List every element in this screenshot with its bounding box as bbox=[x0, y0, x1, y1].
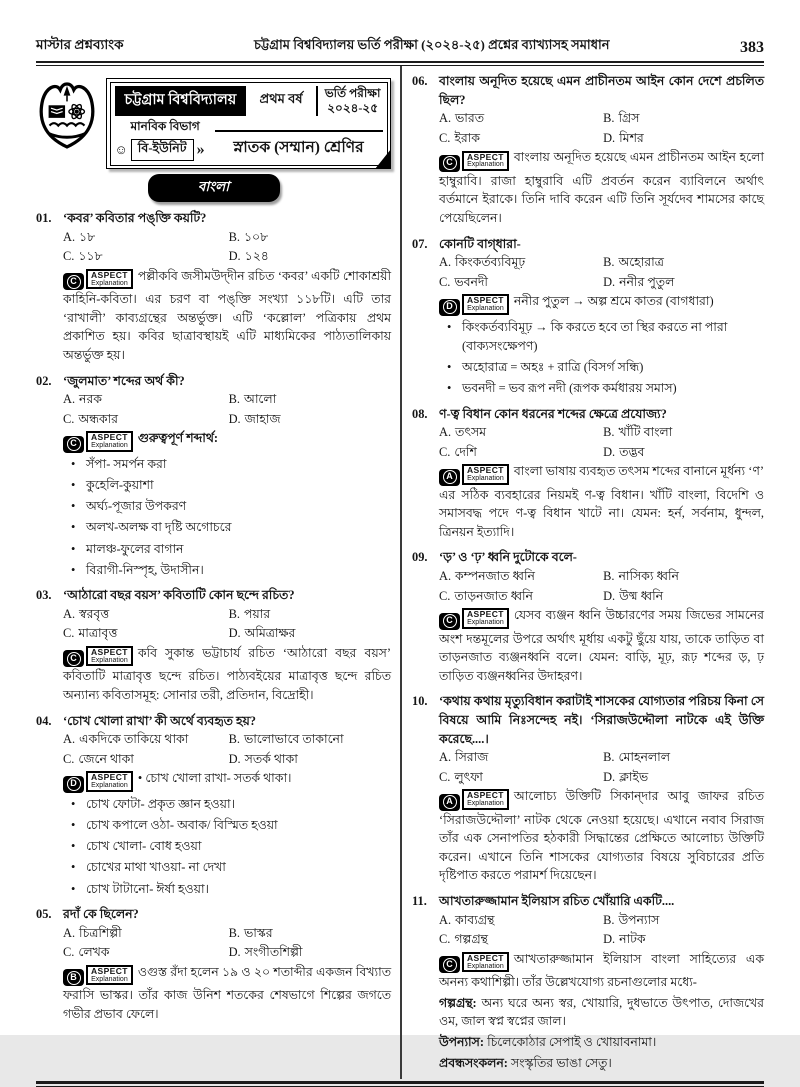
explanation-lead-text: বাংলা ভাষায় ব্যবহৃত তৎসম শব্দের বানানে মূর্ধন্য ‘ণ’ এর সঠিক ব্যবহারের নিয়মই ণ-ত্ব বিধান। খাঁটি বাংলা, বিদেশি ও সমাসবদ্ধ পদে ণ-ত্ব বিধান খাটে না। যেমন: হর্ন, সর্বনাম, ধুন্দল, ত্রিনয়ন ইত্যাদি। bbox=[439, 464, 764, 539]
aspect-label: ASPECT bbox=[467, 465, 504, 476]
option-d: D. ক্লাইভ bbox=[603, 769, 649, 784]
aspect-label: ASPECT bbox=[91, 269, 128, 280]
option-d: D. জাহাজ bbox=[228, 411, 281, 426]
aspect-explanation-logo bbox=[462, 789, 509, 809]
explanation-bullet: • অর্ঘ্য-পূজার উপকরণ bbox=[71, 497, 391, 516]
question-number: 09. bbox=[412, 550, 428, 565]
correct-answer-letter: A bbox=[443, 795, 457, 809]
explanation-label: Explanation bbox=[91, 976, 128, 983]
aspect-explanation-logo bbox=[462, 294, 509, 314]
explanation-label: Explanation bbox=[91, 657, 128, 665]
content-columns bbox=[36, 66, 764, 1079]
explanation-label: Explanation bbox=[467, 619, 504, 627]
explanation bbox=[63, 963, 391, 1023]
explanation-lead-text: বাংলায় অনূদিত হয়েছে এমন প্রাচীনতম আইন হলো হাম্বুরাবি। রাজা হাম্বুরাবি এটি প্রবর্তন করেন ব্যাবিলনে অর্থাৎ বর্তমানে ইরাকে। তিনি দাবি করেন এটি তিনি সূর্যদেব শামসের কাছে পেয়েছিলেন। bbox=[439, 150, 764, 225]
explanation-lead-text: গুরুত্বপূর্ণ শব্দার্থ: bbox=[137, 431, 218, 446]
exam-year: ২০২৪-২৫ bbox=[327, 100, 378, 115]
aspect-explanation-logo bbox=[462, 464, 509, 484]
explanation-bullet: • কুহেলি-কুয়াশা bbox=[71, 476, 391, 495]
question-text: রদাঁ কে ছিলেন? bbox=[63, 907, 139, 922]
university-name: চট্টগ্রাম বিশ্ববিদ্যালয় bbox=[115, 86, 247, 116]
aspect-explanation-logo bbox=[86, 646, 133, 666]
question-number: 05. bbox=[36, 907, 52, 922]
explanation bbox=[63, 429, 391, 579]
question-number: 07. bbox=[412, 236, 428, 251]
correct-answer-letter: D bbox=[67, 777, 81, 791]
option-d: D. তদ্ভব bbox=[603, 444, 645, 459]
explanation-bullet: • বিরাগী-নিস্পৃহ, উদাসীন। bbox=[71, 561, 391, 580]
explanation bbox=[439, 462, 764, 541]
question-number: 04. bbox=[36, 713, 52, 728]
option-c: C. তাড়নজাত ধ্বনি bbox=[439, 588, 533, 603]
option-c: C. লেখক bbox=[63, 945, 110, 960]
explanation-bullet: • সঁপা- সমর্পন করা bbox=[71, 455, 391, 474]
explanation-lead-text: আখতারুজ্জামান ইলিয়াস বাংলা সাহিত্যের এক অনন্য কথাশিল্পী। তাঁর উল্লেখযোগ্য রচনাগুলোর মধ্যে- bbox=[439, 951, 764, 990]
correct-answer-letter: C bbox=[443, 614, 457, 628]
aspect-explanation-logo bbox=[462, 608, 509, 628]
correct-answer-badge bbox=[63, 273, 84, 290]
option-c: C. ইরাক bbox=[439, 130, 480, 145]
answer-options bbox=[63, 924, 391, 962]
explanation bbox=[439, 292, 764, 397]
aspect-explanation-logo bbox=[86, 269, 133, 289]
faculty-division: মানবিক বিভাগ bbox=[130, 118, 200, 133]
left-column-questions bbox=[36, 209, 391, 1023]
correct-answer-letter: D bbox=[443, 300, 457, 314]
explanation bbox=[439, 148, 764, 227]
answer-options bbox=[439, 423, 764, 461]
correct-answer-badge bbox=[63, 776, 84, 793]
explanation-lead-text: ননীর পুতুল → অল্প শ্রমে কাতর (বাগধারা) bbox=[513, 294, 714, 309]
question-number: 02. bbox=[36, 373, 52, 388]
aspect-explanation-logo bbox=[86, 965, 133, 985]
explanation-blocks bbox=[439, 318, 764, 397]
option-b: B. গ্রিস bbox=[603, 111, 640, 126]
option-b: B. খাঁটি বাংলা bbox=[603, 425, 673, 440]
question-block bbox=[412, 405, 764, 542]
aspect-label: ASPECT bbox=[467, 790, 504, 801]
question-text: ‘ড়’ ও ‘ঢ়’ ধ্বনি দুটোকে বলে- bbox=[439, 550, 577, 565]
explanation-bullet: • ভবনদী = ভব রূপ নদী (রূপক কর্মধারয় সমাস) bbox=[447, 379, 764, 398]
question-number: 11. bbox=[412, 894, 427, 909]
explanation-label: Explanation bbox=[467, 161, 504, 169]
aspect-explanation-logo bbox=[462, 151, 509, 171]
explanation bbox=[439, 950, 764, 1072]
question-block bbox=[36, 209, 391, 365]
option-b: B. ১০৮ bbox=[228, 229, 269, 244]
explanation-label: Explanation bbox=[467, 800, 504, 808]
option-c: C. লুৎফা bbox=[439, 769, 483, 784]
answer-options bbox=[63, 390, 391, 428]
aspect-label: ASPECT bbox=[467, 151, 504, 162]
question-text: ণ-ত্ব বিধান কোন ধরনের শব্দের ক্ষেত্রে প্রযোজ্য? bbox=[439, 406, 667, 421]
exam-label: ভর্তি পরীক্ষা bbox=[324, 85, 381, 100]
question-number: 01. bbox=[36, 211, 52, 225]
explanation bbox=[63, 644, 391, 704]
question-block bbox=[36, 905, 391, 1023]
question-block bbox=[36, 586, 391, 704]
correct-answer-badge bbox=[439, 956, 460, 973]
option-a: A. তৎসম bbox=[439, 425, 487, 440]
exam-masthead bbox=[36, 78, 391, 169]
option-a: A. চিত্রশিল্পী bbox=[63, 925, 122, 940]
option-a: A. কম্পনজাত ধ্বনি bbox=[439, 569, 535, 584]
option-d: D. উষ্ম ধ্বনি bbox=[603, 588, 664, 603]
question-text: ‘জুলমাত’ শব্দের অর্থ কী? bbox=[63, 373, 185, 388]
book-title: মাস্টার প্রশ্নব্যাংক bbox=[36, 37, 124, 52]
correct-answer-badge bbox=[63, 650, 84, 667]
aspect-explanation-logo bbox=[86, 771, 133, 791]
correct-answer-badge bbox=[439, 613, 460, 630]
explanation-lead-text: পল্লীকবি জসীমউদ্‌দীন রচিত ‘কবর’ একটি শোকাশ্রয়ী কাহিনি-কবিতা। এর চরণ বা পঙ্‌ক্তি সংখ্যা ১১৮টি। এটি তার ‘রাখালী’ কাব্যগ্রন্থের অন্তর্ভুক্ত। এটি ‘কল্লোল’ পত্রিকায় প্রথম প্রকাশিত হয়। কবির ছাত্রাবস্থায়ই এটি মাধ্যমিকের পাঠ্যতালিকায় অন্তর্ভুক্ত হয়। bbox=[63, 268, 391, 362]
option-b: B. উপন্যাস bbox=[603, 912, 660, 927]
year-of-study: প্রথম বর্ষ bbox=[259, 91, 303, 106]
explanation-bullet: • চোখের মাথা খাওয়া- না দেখা bbox=[71, 858, 391, 877]
correct-answer-badge bbox=[439, 469, 460, 486]
option-b: B. পয়ার bbox=[228, 606, 271, 621]
option-b: B. অহোরাত্র bbox=[603, 255, 664, 270]
aspect-label: ASPECT bbox=[467, 952, 504, 963]
option-d: D. অমিত্রাক্ষর bbox=[228, 626, 296, 641]
question-number: 03. bbox=[36, 588, 52, 603]
option-a: A. ভারত bbox=[439, 111, 484, 126]
explanation-lead-text: • চোখ খোলা রাখা- সতর্ক থাকা। bbox=[137, 771, 292, 786]
answer-options bbox=[439, 911, 764, 949]
correct-answer-letter: C bbox=[67, 652, 81, 666]
option-d: D. নাটক bbox=[603, 932, 646, 947]
option-a: A. স্বরবৃত্ত bbox=[63, 606, 110, 621]
question-number: 08. bbox=[412, 406, 428, 421]
option-d: D. সতর্ক থাকা bbox=[228, 751, 298, 766]
explanation-bullet: • চোখ টাটানো- ঈর্ষা হওয়া। bbox=[71, 880, 391, 899]
option-b: B. নাসিক্য ধ্বনি bbox=[603, 569, 679, 584]
explanation-blocks bbox=[439, 994, 764, 1072]
explanation-lead-text: কবি সুকান্ত ভট্টাচার্য রচিত ‘আঠারো বছর বয়স’ কবিতাটি মাত্রাবৃত্ত ছন্দে রচিত। পাঠ্যবইয়ের মাত্রাবৃত্ত ছন্দে রচিত অন্যান্য কবিতাসমূহ: সোনার তরী, প্রতিদান, বিদ্রোহী। bbox=[63, 646, 391, 702]
admission-exam-session bbox=[316, 86, 383, 116]
correct-answer-letter: A bbox=[443, 470, 457, 484]
question-text: কোনটি বাগ্‌ধারা- bbox=[439, 236, 521, 251]
explanation-labeled-line: উপন্যাস: চিলেকোঠার সেপাই ও খোয়াবনামা। bbox=[439, 1034, 657, 1049]
university-logo bbox=[36, 78, 98, 169]
question-text: বাংলায় অনূদিত হয়েছে এমন প্রাচীনতম আইন কোন দেশে প্রচলিত ছিল? bbox=[439, 74, 764, 107]
question-text: ‘চোখ খোলা রাখা’ কী অর্থে ব্যবহৃত হয়? bbox=[63, 713, 256, 728]
aspect-explanation-logo bbox=[462, 952, 509, 972]
explanation-blocks bbox=[63, 795, 391, 898]
aspect-label: ASPECT bbox=[467, 295, 504, 306]
explanation-bullet: • অহোরাত্র = অহঃ + রাত্রি (বিসর্গ সন্ধি) bbox=[447, 358, 764, 377]
chevron-right-icon: » bbox=[196, 140, 205, 158]
exam-info-box bbox=[106, 78, 391, 169]
correct-answer-letter: C bbox=[67, 275, 81, 289]
question-block bbox=[36, 712, 391, 899]
correct-answer-badge bbox=[63, 436, 84, 453]
right-column-questions bbox=[412, 72, 764, 1072]
option-d: D. ১২৪ bbox=[228, 249, 269, 264]
corner-triangle-decoration bbox=[375, 149, 391, 169]
option-a: A. ১৮ bbox=[63, 229, 96, 244]
correct-answer-badge bbox=[63, 969, 84, 986]
option-c: C. ১১৮ bbox=[63, 249, 103, 264]
smiley-icon: ☺ bbox=[114, 142, 128, 157]
question-block bbox=[412, 548, 764, 685]
explanation-label: Explanation bbox=[467, 962, 504, 970]
answer-options bbox=[63, 730, 391, 768]
question-block bbox=[412, 692, 764, 885]
explanation-lead-text: আলোচ্য উক্তিটি সিকান্‌দার আবু জাফর রচিত ‘সিরাজউদ্দৌলা’ নাটক থেকে নেওয়া হয়েছে। এখানে নবাব সিরাজ তাঁর এক সেনাপতির হঠকারী সিদ্ধান্তের প্রেক্ষিতে আলোচ্য উক্তিটি করেন। এখানে তিনি শাসকের যোগ্যতার বিষয়ে সুবিচারের প্রতি দৃষ্টিপাত করতে পরামর্শ দিয়েছেন। bbox=[439, 789, 764, 883]
subject-badge: বাংলা bbox=[148, 174, 280, 202]
left-column bbox=[36, 66, 400, 1079]
correct-answer-letter: B bbox=[67, 971, 81, 985]
page-number: 383 bbox=[740, 39, 764, 56]
question-number: 06. bbox=[412, 74, 428, 88]
explanation bbox=[63, 769, 391, 898]
correct-answer-letter: C bbox=[443, 156, 457, 170]
answer-options bbox=[439, 567, 764, 605]
aspect-explanation-logo bbox=[86, 431, 133, 451]
explanation bbox=[439, 787, 764, 885]
answer-options bbox=[439, 109, 764, 147]
question-block bbox=[412, 72, 764, 228]
answer-options bbox=[63, 605, 391, 643]
answer-options bbox=[63, 228, 391, 266]
explanation-lead-text: ওগুস্ত রঁদা হলেন ১৯ ও ২০ শতাব্দীর একজন বিখ্যাত ফরাসি ভাস্কর। তাঁর কাজ উনিশ শতকের শেষভাগে শিল্পের জগতে গভীর প্রভাব ফেলে। bbox=[63, 965, 391, 1021]
explanation-label: Explanation bbox=[91, 279, 128, 287]
aspect-label: ASPECT bbox=[91, 432, 128, 443]
answer-options bbox=[439, 748, 764, 786]
chapter-title: চট্টগ্রাম বিশ্ববিদ্যালয় ভর্তি পরীক্ষা (২০২৪-২৫) প্রশ্নের ব্যাখ্যাসহ সমাধান bbox=[254, 37, 610, 52]
correct-answer-badge bbox=[439, 155, 460, 172]
question-text: ‘কবর’ কবিতার পঙ্‌ক্তি কয়টি? bbox=[63, 211, 207, 225]
footer-rule bbox=[36, 1081, 764, 1087]
aspect-label: ASPECT bbox=[91, 772, 128, 783]
program-name: স্নাতক (সম্মান) শ্রেণির bbox=[215, 130, 383, 161]
question-text: ‘আঠারো বছর বয়স’ কবিতাটি কোন ছন্দে রচিত? bbox=[63, 588, 295, 603]
option-c: C. অন্ধকার bbox=[63, 411, 118, 426]
correct-answer-badge bbox=[439, 794, 460, 811]
question-block bbox=[36, 372, 391, 580]
option-a: A. কিংকর্তব্যবিমূঢ় bbox=[439, 255, 526, 270]
right-column bbox=[400, 66, 764, 1079]
question-text: আখতারুজ্জামান ইলিয়াস রচিত খোঁয়ারি একটি.... bbox=[439, 894, 675, 909]
option-c: C. জেনে থাকা bbox=[63, 751, 134, 766]
option-c: C. মাত্রাবৃত্ত bbox=[63, 626, 118, 641]
option-c: C. গল্পগ্রন্থ bbox=[439, 932, 488, 947]
question-block bbox=[412, 235, 764, 398]
university-emblem-icon bbox=[36, 78, 98, 150]
option-d: D. মিশর bbox=[603, 130, 644, 145]
aspect-label: ASPECT bbox=[91, 966, 128, 977]
option-c: C. ভবনদী bbox=[439, 274, 488, 289]
unit-name: বি-ইউনিট bbox=[131, 139, 194, 161]
correct-answer-letter: C bbox=[67, 437, 81, 451]
explanation bbox=[439, 606, 764, 685]
option-a: A. নরক bbox=[63, 392, 102, 407]
explanation-blocks bbox=[63, 455, 391, 579]
question-text: ‘কথায় কথায় মৃত্যুবিধান করাটাই শাসকের যোগ্যতার পরিচয় কিনা সে বিষয়ে আমি নিঃসন্দেহ নই। ‘সিরাজউদ্দৌলা নাটকে এই উক্তি করেছে....। bbox=[439, 694, 764, 746]
option-b: B. ভালোভাবে তাকানো bbox=[228, 732, 344, 747]
explanation-label: Explanation bbox=[91, 442, 128, 450]
option-b: B. ভাস্কর bbox=[228, 925, 273, 940]
explanation-lead-text: যেসব ব্যঞ্জন ধ্বনি উচ্চারণের সময় জিভের সামনের অংশ দন্তমূলের উপরে অর্থাৎ মূর্ধায় একটু ছুঁয়ে যায়, তাকে তাড়িত বা তাড়নজাত ব্যঞ্জনধ্বনি বলে। যেমন: বাড়ি, মূঢ়, রূঢ় শব্দের ড়, ঢ় তাড়িত ব্যঞ্জনধ্বনির উদাহরণ। bbox=[439, 608, 764, 683]
option-d: D. সংগীতশিল্পী bbox=[228, 945, 303, 960]
option-c: C. দেশি bbox=[439, 444, 477, 459]
option-b: B. আলো bbox=[228, 392, 277, 407]
answer-options bbox=[439, 253, 764, 291]
running-header bbox=[36, 0, 764, 57]
explanation-bullet: • চোখ কপালে ওঠা- অবাক/ বিস্মিত হওয়া bbox=[71, 816, 391, 835]
option-a: A. কাব্যগ্রন্থ bbox=[439, 912, 495, 927]
correct-answer-letter: C bbox=[443, 958, 457, 972]
explanation-bullet: • চোখ ফোটা- প্রকৃত জ্ঞান হওয়া। bbox=[71, 795, 391, 814]
aspect-label: ASPECT bbox=[467, 609, 504, 620]
option-a: A. সিরাজ bbox=[439, 750, 489, 765]
explanation-bullet: • অলখ-অলক্ষ বা দৃষ্টি অগোচরে bbox=[71, 518, 391, 537]
explanation-bullet: • কিংকর্তব্যবিমূঢ় → কি করতে হবে তা স্থির করতে না পারা (বাক্যসংক্ষেপণ) bbox=[447, 318, 764, 355]
explanation-labeled-line: গল্পগ্রন্থ: অন্য ঘরে অন্য স্বর, খোয়ারি, দুধভাতে উৎপাত, দোজখের ওম, জাল স্বপ্ন স্বপ্নের জাল। bbox=[439, 995, 764, 1029]
explanation-label: Explanation bbox=[467, 475, 504, 483]
explanation-label: Explanation bbox=[91, 782, 128, 790]
option-a: A. একদিকে তাকিয়ে থাকা bbox=[63, 732, 189, 747]
option-b: B. মোহনলাল bbox=[603, 750, 670, 765]
explanation bbox=[63, 267, 391, 365]
explanation-labeled-line: প্রবন্ধসংকলন: সংস্কৃতির ভাঙা সেতু। bbox=[439, 1055, 612, 1070]
question-number: 10. bbox=[412, 694, 428, 709]
explanation-bullet: • চোখ খোলা- বোধ হওয়া bbox=[71, 837, 391, 856]
aspect-label: ASPECT bbox=[91, 647, 128, 658]
explanation-bullet: • মালঞ্চ-ফুলের বাগান bbox=[71, 540, 391, 559]
question-block bbox=[412, 892, 764, 1072]
correct-answer-badge bbox=[439, 299, 460, 316]
option-d: D. ননীর পুতুল bbox=[603, 274, 675, 289]
explanation-label: Explanation bbox=[467, 305, 504, 313]
